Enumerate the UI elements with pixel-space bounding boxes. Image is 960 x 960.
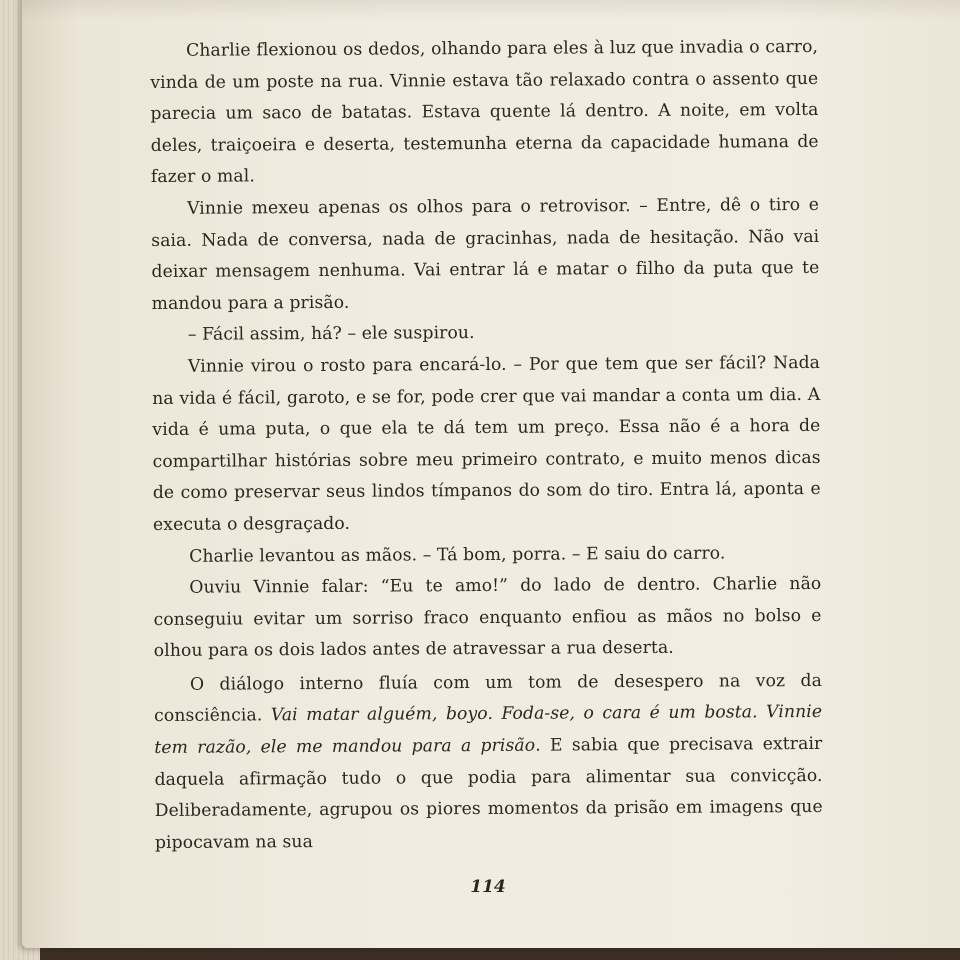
paragraph: [151, 190, 820, 320]
text-segment: Charlie flexionou os dedos, olhando para eles à luz que invadia o carro, vinda de um poste na rua. Vinnie estava tão relaxado contra o assento que parecia um saco de batatas. Estava quente lá dentro. A noite, em volta deles, traiçoeira e deserta, testemunha eterna da capacidade humana de fazer o mal.: [150, 36, 819, 188]
paragraph: [152, 348, 821, 542]
page-number: 114: [470, 877, 506, 897]
text-segment: Charlie levantou as mãos. – Tá bom, porra. – E saiu do carro.: [189, 542, 726, 567]
paragraph: [150, 32, 819, 194]
paragraph: [153, 537, 821, 573]
italic-thought-text: Vai matar alguém, boyo. Foda-se, o cara é um bosta. Vinnie tem razão, ele me mandou para a prisão: [154, 702, 823, 759]
page-top-shadow: [22, 0, 960, 20]
text-segment: Ouviu Vinnie falar: “Eu te amo!” do lado de dentro. Charlie não conseguiu evitar um sorriso fraco enquanto enfiou as mãos no bolso e olhou para os dois lados antes de atravessar a rua deserta.: [153, 574, 822, 662]
text-segment: . E sabia que precisava extrair daquela afirmação tudo o que podia para alimentar sua convicção. Deliberadamente, agrupou os piores momentos da prisão em imagens que pipocavam na sua: [154, 733, 823, 853]
text-segment: O diálogo interno fluía com um tom de desespero na voz da consciência.: [154, 670, 823, 727]
paragraph: [154, 666, 823, 860]
paragraph: [152, 316, 820, 352]
paragraph: [153, 569, 822, 668]
text-segment: Vinnie mexeu apenas os olhos para o retrovisor. – Entre, dê o tiro e saia. Nada de conversa, nada de gracinhas, nada de hesitação. Não vai deixar mensagem nenhuma. Vai entrar lá e matar o filho da puta que te mandou para a prisão.: [151, 194, 820, 314]
page-body-text: [150, 32, 823, 860]
text-segment: – Fácil assim, há? – ele suspirou.: [187, 323, 475, 346]
text-segment: Vinnie virou o rosto para encará-lo. – Por que tem que ser fácil? Nada na vida é fácil, garoto, e se for, pode crer que vai mandar a conta um dia. A vida é uma puta, o que ela te dá tem um preço. Essa não é a hora de compartilhar histórias sobre meu primeiro contrato, e muito menos dicas de como preservar seus lindos tímpanos do som do tiro. Entra lá, aponta e executa o desgraçado.: [152, 352, 821, 535]
